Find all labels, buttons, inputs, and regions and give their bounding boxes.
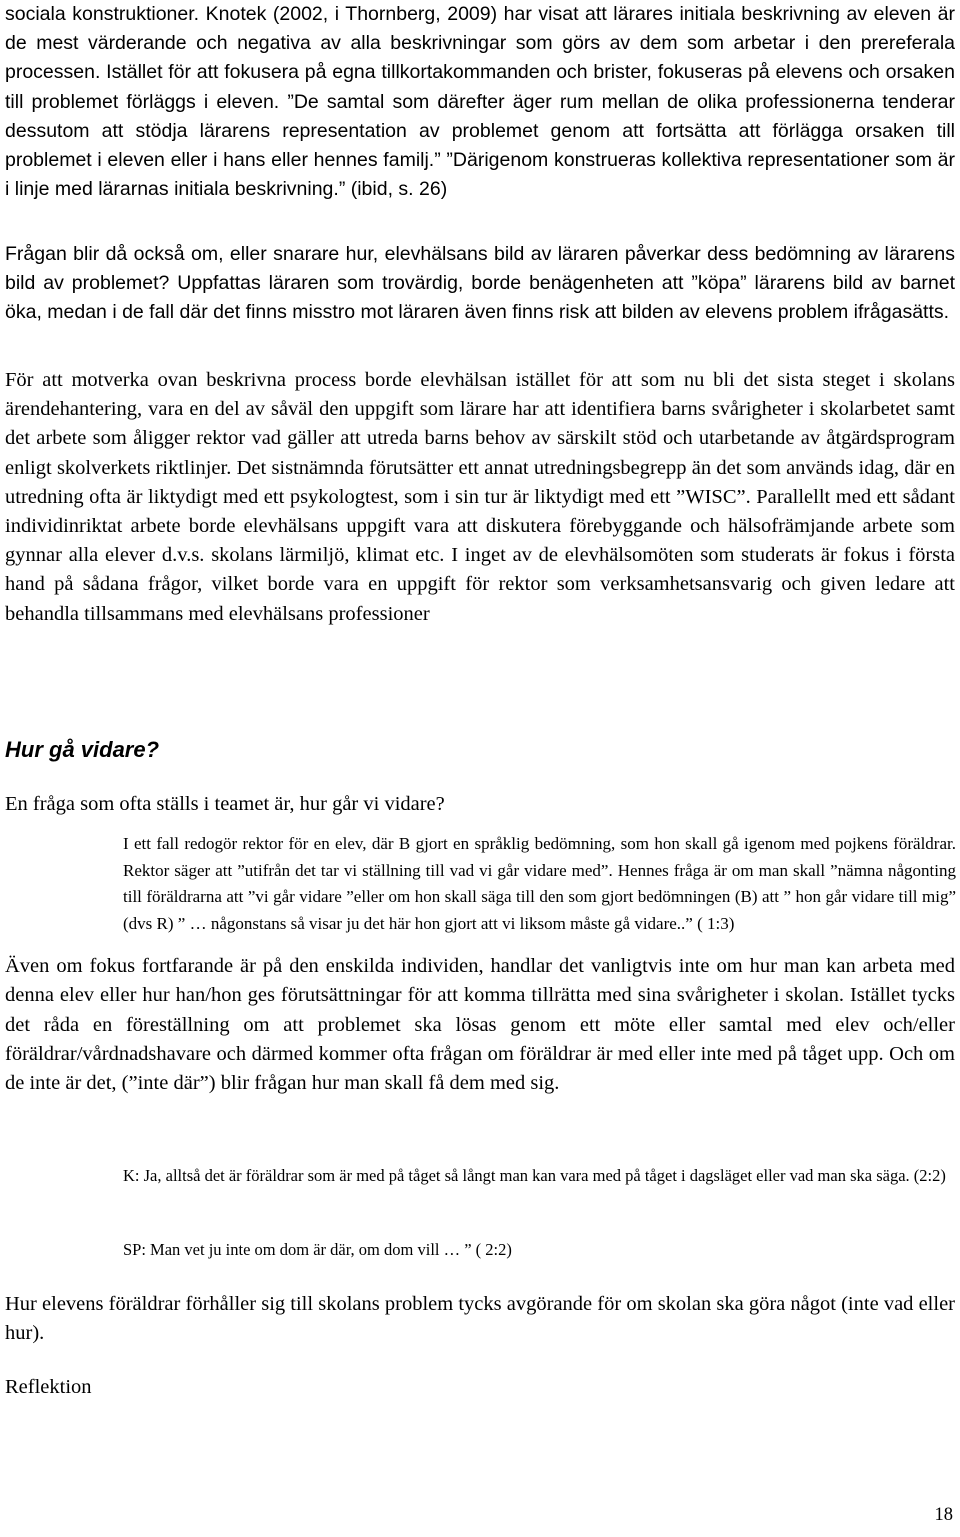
body-paragraph: En fråga som ofta ställs i teamet är, hur går vi vidare?	[5, 793, 445, 815]
interview-quote: SP: Man vet ju inte om dom är där, om dom vill … ” ( 2:2)	[123, 1240, 512, 1259]
section-heading: Hur gå vidare?	[5, 737, 160, 762]
page-number: 18	[934, 1505, 953, 1525]
body-paragraph: Frågan blir då också om, eller snarare hur, elevhälsans bild av läraren påverkar dess bedömning av lärarens bild av problemet? Uppfattas läraren som trovärdig, borde benägenheten att ”köpa” lärarens bild av barnet öka, medan i de fall där det finns misstro mot läraren även finns risk att bilden av elevens problem ifrågasätts.	[5, 243, 955, 324]
reflection-label: Reflektion	[5, 1376, 92, 1398]
interview-quote: K: Ja, alltså det är föräldrar som är med på tåget så långt man kan vara med på tåget i dagsläget eller vad man ska säga. (2:2)	[123, 1166, 946, 1185]
body-paragraph: Hur elevens föräldrar förhåller sig till skolans problem tycks avgörande för om skolan ska göra något (inte vad eller hur).	[5, 1293, 955, 1345]
interview-quote: I ett fall redogör rektor för en elev, där B gjort en språklig bedömning, som hon skall gå igenom med pojkens föräldrar. Rektor säger att ”utifrån det tar vi ställning till vad vi går vidare med”. Hennes fråga är om man skall ”nämna någonting till föräldrarna att ”vi går vidare ”eller om hon skall säga till den som gjort bedömningen (B) att ” hon går vidare till mig” (dvs R) ” … någonstans så visar ju det här hon gjort att vi liksom måste gå vidare..” ( 1:3)	[123, 834, 956, 933]
body-paragraph: sociala konstruktioner. Knotek (2002, i Thornberg, 2009) har visat att lärares initiala beskrivning av eleven är de mest värderande och negativa av alla beskrivningar som görs av dem som arbetar i den prereferala processen. Istället för att fokusera på egna tillkortakommanden och brister, fokuseras på elevens och orsaken till problemet förläggs i eleven. ”De samtal som därefter äger rum mellan de olika professionerna tenderar dessutom att stödja lärarens representation av problemet genom att fortsätta att förlägga orsaken till problemet i eleven eller i hans eller hennes familj.” ”Därigenom konstrueras kollektiva representationer som är i linje med lärarnas initiala beskrivning.” (ibid, s. 26)	[5, 3, 955, 201]
body-paragraph: För att motverka ovan beskrivna process borde elevhälsan istället för att som nu bli det sista steget i skolans ärendehantering, vara en del av såväl den uppgift som lärare har att identifiera barns svårigheter i skolarbetet samt det arbete som åligger rektor vad gäller att utreda barns behov av särskilt stöd och utarbetande av åtgärdsprogram enligt skolverkets riktlinjer. Det sistnämnda förutsätter ett annat utredningsbegrepp än det som används idag, där en utredning ofta är liktydigt med ett psykologtest, som i sin tur är liktydigt med ett ”WISC”. Parallellt med ett sådant individinriktat arbete borde elevhälsans uppgift vara att diskutera förebyggande och hälsofrämjande arbete som gynnar alla elever d.v.s. skolans lärmiljö, klimat etc. I inget av de elevhälsomöten som studerats är fokus i första hand på sådana frågor, vilket borde vara en uppgift för rektor som verksamhetsansvarig och given ledare att behandla tillsammans med elevhälsans professioner	[5, 369, 955, 625]
body-paragraph: Även om fokus fortfarande är på den enskilda individen, handlar det vanligtvis inte om hur man kan arbeta med denna elev eller hur han/hon ges förutsättningar för att komma tillrätta med sina svårigheter i skolan. Istället tycks det råda en föreställning om att problemet ska lösas genom ett möte eller samtal med elev och/eller föräldrar/vårdnadshavare och därmed kommer ofta frågan om föräldrar är med eller inte med på tåget upp. Och om de inte är det, (”inte där”) blir frågan hur man skall få dem med sig.	[5, 955, 955, 1095]
